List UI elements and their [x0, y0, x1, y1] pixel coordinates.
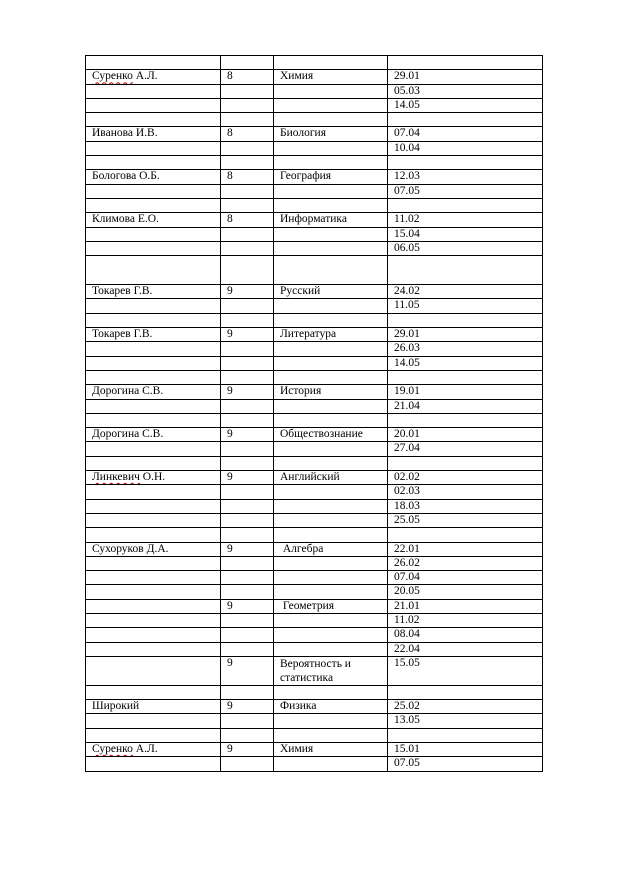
table-row [86, 485, 543, 499]
subject-cell: Обществознание [274, 428, 388, 442]
date-cell: 22.04 [388, 642, 543, 656]
subject-cell [274, 714, 388, 728]
date-cell: 29.01 [388, 70, 543, 84]
grade-cell [221, 342, 274, 356]
teacher-cell: Токарев Г.В. [86, 285, 221, 299]
grade-cell [221, 642, 274, 656]
grade-cell [221, 370, 274, 384]
subject-cell [274, 485, 388, 499]
subject-cell: Биология [274, 127, 388, 141]
grade-cell [221, 399, 274, 413]
subject-cell: Химия [274, 70, 388, 84]
date-cell: 07.05 [388, 757, 543, 771]
teacher-cell [86, 313, 221, 327]
grade-cell [221, 198, 274, 212]
subject-cell [274, 413, 388, 427]
date-cell: 08.04 [388, 628, 543, 642]
grade-cell [221, 728, 274, 742]
teacher-cell [86, 256, 221, 285]
date-cell: 14.05 [388, 98, 543, 112]
grade-cell [221, 528, 274, 542]
table-row [86, 556, 543, 570]
table-row [86, 241, 543, 255]
date-cell: 14.05 [388, 356, 543, 370]
subject-cell [274, 456, 388, 470]
table-row [86, 456, 543, 470]
teacher-cell [86, 613, 221, 627]
table-row [86, 56, 543, 70]
schedule-table [85, 55, 543, 772]
date-cell: 11.02 [388, 213, 543, 227]
teacher-cell [86, 513, 221, 527]
table-row [86, 227, 543, 241]
subject-cell [274, 628, 388, 642]
teacher-cell [86, 599, 221, 613]
grade-cell [221, 256, 274, 285]
grade-cell: 9 [221, 743, 274, 757]
teacher-cell [86, 743, 221, 757]
subject-cell [274, 141, 388, 155]
grade-cell: 8 [221, 170, 274, 184]
teacher-cell [86, 757, 221, 771]
schedule-body [86, 56, 543, 772]
date-cell [388, 528, 543, 542]
table-row [86, 642, 543, 656]
table-row [86, 728, 543, 742]
date-cell [388, 256, 543, 285]
table-row [86, 499, 543, 513]
teacher-cell: Бологова О.Б. [86, 170, 221, 184]
subject-cell [274, 184, 388, 198]
grade-cell [221, 585, 274, 599]
teacher-cell [86, 241, 221, 255]
grade-cell [221, 299, 274, 313]
date-cell: 05.03 [388, 84, 543, 98]
date-cell: 06.05 [388, 241, 543, 255]
grade-cell: 9 [221, 542, 274, 556]
teacher-initials: А.Л. [132, 743, 158, 756]
grade-cell: 8 [221, 70, 274, 84]
subject-cell [274, 84, 388, 98]
table-row [86, 184, 543, 198]
grade-cell [221, 356, 274, 370]
teacher-cell: Дорогина С.В. [86, 428, 221, 442]
table-row [86, 628, 543, 642]
date-cell [388, 156, 543, 170]
teacher-cell [86, 184, 221, 198]
grade-cell [221, 571, 274, 585]
teacher-cell [86, 456, 221, 470]
teacher-initials: А.Л. [132, 70, 158, 83]
grade-cell [221, 456, 274, 470]
subject-cell [274, 613, 388, 627]
subject-cell: Русский [274, 285, 388, 299]
subject-cell [274, 198, 388, 212]
subject-cell: Информатика [274, 213, 388, 227]
subject-cell [274, 98, 388, 112]
teacher-cell [86, 499, 221, 513]
teacher-cell [86, 442, 221, 456]
teacher-cell [86, 485, 221, 499]
grade-cell [221, 685, 274, 699]
date-cell: 15.04 [388, 227, 543, 241]
teacher-cell [86, 70, 221, 84]
subject-cell [274, 642, 388, 656]
grade-cell [221, 413, 274, 427]
teacher-cell [86, 227, 221, 241]
subject-cell [274, 571, 388, 585]
subject-cell [274, 556, 388, 570]
teacher-surname-spellcheck: Суренко [92, 70, 133, 83]
subject-cell [274, 513, 388, 527]
subject-cell: Вероятность и статистика [274, 656, 388, 685]
grade-cell [221, 628, 274, 642]
table-row [86, 413, 543, 427]
date-cell: 20.01 [388, 428, 543, 442]
grade-cell: 9 [221, 428, 274, 442]
grade-cell: 9 [221, 285, 274, 299]
teacher-cell [86, 685, 221, 699]
subject-cell [274, 528, 388, 542]
table-row [86, 757, 543, 771]
date-cell [388, 313, 543, 327]
grade-cell [221, 241, 274, 255]
table-row [86, 585, 543, 599]
date-cell [388, 685, 543, 699]
grade-cell [221, 442, 274, 456]
table-row [86, 656, 543, 685]
table-row [86, 84, 543, 98]
date-cell: 25.02 [388, 700, 543, 714]
table-row [86, 70, 543, 84]
table-row [86, 127, 543, 141]
table-row [86, 513, 543, 527]
date-cell: 15.01 [388, 743, 543, 757]
teacher-cell [86, 156, 221, 170]
date-cell: 21.04 [388, 399, 543, 413]
teacher-cell [86, 528, 221, 542]
teacher-cell [86, 84, 221, 98]
subject-cell [274, 299, 388, 313]
subject-cell [274, 241, 388, 255]
teacher-cell: Широкий [86, 700, 221, 714]
table-row [86, 113, 543, 127]
teacher-cell [86, 342, 221, 356]
date-cell: 11.05 [388, 299, 543, 313]
date-cell: 18.03 [388, 499, 543, 513]
teacher-cell [86, 399, 221, 413]
grade-cell [221, 499, 274, 513]
subject-cell: Геометрия [274, 599, 388, 613]
teacher-cell [86, 56, 221, 70]
date-cell [388, 56, 543, 70]
grade-cell [221, 227, 274, 241]
subject-cell [274, 757, 388, 771]
grade-cell [221, 184, 274, 198]
table-row [86, 399, 543, 413]
table-row [86, 542, 543, 556]
date-cell: 07.04 [388, 571, 543, 585]
date-cell: 20.05 [388, 585, 543, 599]
teacher-cell [86, 413, 221, 427]
date-cell: 25.05 [388, 513, 543, 527]
date-cell: 02.02 [388, 471, 543, 485]
subject-cell [274, 399, 388, 413]
table-row [86, 285, 543, 299]
grade-cell [221, 714, 274, 728]
date-cell: 26.02 [388, 556, 543, 570]
subject-cell [274, 113, 388, 127]
subject-cell [274, 356, 388, 370]
grade-cell [221, 156, 274, 170]
table-row [86, 743, 543, 757]
teacher-cell [86, 728, 221, 742]
grade-cell: 9 [221, 328, 274, 342]
teacher-cell [86, 299, 221, 313]
teacher-surname-spellcheck: Линкевич [92, 471, 140, 484]
teacher-cell [86, 141, 221, 155]
table-row [86, 213, 543, 227]
grade-cell [221, 513, 274, 527]
table-row [86, 428, 543, 442]
grade-cell: 9 [221, 385, 274, 399]
grade-cell: 8 [221, 127, 274, 141]
teacher-cell [86, 198, 221, 212]
date-cell: 11.02 [388, 613, 543, 627]
teacher-cell: Климова Е.О. [86, 213, 221, 227]
date-cell: 22.01 [388, 542, 543, 556]
grade-cell: 9 [221, 599, 274, 613]
subject-cell [274, 370, 388, 384]
grade-cell [221, 485, 274, 499]
date-cell [388, 456, 543, 470]
date-cell: 12.03 [388, 170, 543, 184]
table-row [86, 714, 543, 728]
teacher-surname-spellcheck: Суренко [92, 743, 133, 756]
table-row [86, 156, 543, 170]
grade-cell [221, 313, 274, 327]
teacher-cell [86, 370, 221, 384]
subject-cell [274, 342, 388, 356]
table-row [86, 700, 543, 714]
subject-cell: Алгебра [274, 542, 388, 556]
grade-cell [221, 141, 274, 155]
table-row [86, 356, 543, 370]
subject-cell [274, 728, 388, 742]
teacher-cell [86, 585, 221, 599]
teacher-initials: О.Н. [139, 471, 166, 484]
subject-cell [274, 585, 388, 599]
table-row [86, 170, 543, 184]
table-row [86, 471, 543, 485]
subject-cell: Английский [274, 471, 388, 485]
grade-cell [221, 98, 274, 112]
subject-cell: Литература [274, 328, 388, 342]
teacher-cell [86, 628, 221, 642]
teacher-cell [86, 556, 221, 570]
subject-cell [274, 256, 388, 285]
date-cell: 24.02 [388, 285, 543, 299]
table-row [86, 256, 543, 285]
grade-cell: 9 [221, 700, 274, 714]
table-row [86, 141, 543, 155]
teacher-cell [86, 656, 221, 685]
teacher-cell [86, 98, 221, 112]
table-row [86, 613, 543, 627]
date-cell: 21.01 [388, 599, 543, 613]
subject-cell [274, 156, 388, 170]
table-row [86, 98, 543, 112]
table-row [86, 342, 543, 356]
table-row [86, 299, 543, 313]
grade-cell [221, 56, 274, 70]
date-cell [388, 728, 543, 742]
teacher-cell [86, 714, 221, 728]
grade-cell [221, 84, 274, 98]
subject-cell: География [274, 170, 388, 184]
subject-cell: Физика [274, 700, 388, 714]
table-row [86, 685, 543, 699]
date-cell: 13.05 [388, 714, 543, 728]
grade-cell [221, 113, 274, 127]
table-row [86, 528, 543, 542]
date-cell: 27.04 [388, 442, 543, 456]
teacher-cell: Иванова И.В. [86, 127, 221, 141]
subject-cell: Химия [274, 743, 388, 757]
grade-cell: 8 [221, 213, 274, 227]
subject-cell [274, 685, 388, 699]
teacher-cell [86, 642, 221, 656]
teacher-cell: Сухоруков Д.А. [86, 542, 221, 556]
grade-cell [221, 556, 274, 570]
table-row [86, 370, 543, 384]
grade-cell: 9 [221, 471, 274, 485]
date-cell [388, 113, 543, 127]
table-row [86, 313, 543, 327]
subject-cell [274, 499, 388, 513]
teacher-cell [86, 571, 221, 585]
table-row [86, 571, 543, 585]
grade-cell [221, 613, 274, 627]
date-cell: 19.01 [388, 385, 543, 399]
subject-cell [274, 56, 388, 70]
table-row [86, 442, 543, 456]
date-cell: 29.01 [388, 328, 543, 342]
table-row [86, 385, 543, 399]
subject-cell: История [274, 385, 388, 399]
date-cell [388, 198, 543, 212]
subject-cell [274, 227, 388, 241]
date-cell [388, 413, 543, 427]
teacher-cell: Дорогина С.В. [86, 385, 221, 399]
subject-cell [274, 442, 388, 456]
table-row [86, 198, 543, 212]
grade-cell: 9 [221, 656, 274, 685]
teacher-cell [86, 113, 221, 127]
date-cell: 02.03 [388, 485, 543, 499]
table-row [86, 599, 543, 613]
table-row [86, 328, 543, 342]
date-cell: 26.03 [388, 342, 543, 356]
date-cell: 07.04 [388, 127, 543, 141]
teacher-cell [86, 356, 221, 370]
date-cell [388, 370, 543, 384]
grade-cell [221, 757, 274, 771]
date-cell: 15.05 [388, 656, 543, 685]
teacher-cell [86, 471, 221, 485]
teacher-cell: Токарев Г.В. [86, 328, 221, 342]
date-cell: 07.05 [388, 184, 543, 198]
date-cell: 10.04 [388, 141, 543, 155]
subject-cell [274, 313, 388, 327]
